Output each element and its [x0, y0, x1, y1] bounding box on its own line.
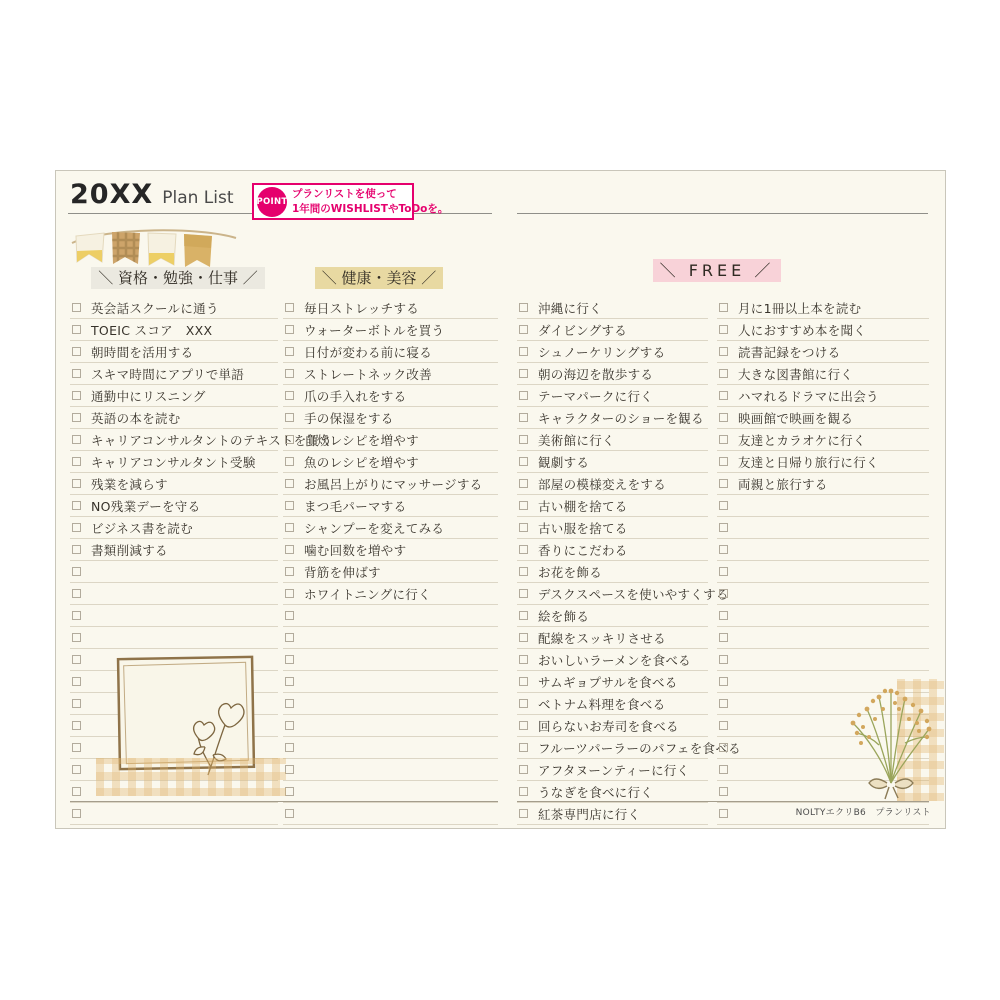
checkbox[interactable]: [519, 479, 528, 488]
checkbox[interactable]: [72, 611, 81, 620]
checkbox[interactable]: [519, 567, 528, 576]
list-item: [70, 583, 278, 605]
section-header-study: ＼ 資格・勉強・仕事 ／: [88, 267, 268, 288]
list-item: [717, 363, 929, 385]
list-item: [283, 495, 498, 517]
list-item-text: 自炊レシピを増やす: [304, 432, 419, 448]
list-item-text: ホワイトニングに行く: [304, 586, 431, 602]
list-item: [283, 715, 498, 737]
checkbox[interactable]: [719, 369, 728, 378]
checkbox[interactable]: [72, 567, 81, 576]
list-item-text: フルーツパーラーのパフェを食べる: [538, 740, 741, 756]
checkbox[interactable]: [719, 413, 728, 422]
checkbox[interactable]: [519, 413, 528, 422]
point-icon: POINT: [257, 187, 287, 217]
list-column-health: [283, 297, 498, 825]
header-rule-right: [517, 213, 928, 214]
footer-caption: NOLTYエクリB6 プランリスト: [795, 808, 931, 818]
checkbox[interactable]: [519, 765, 528, 774]
checkbox[interactable]: [285, 369, 294, 378]
list-item: [517, 561, 708, 583]
checkbox[interactable]: [285, 567, 294, 576]
checkbox[interactable]: [285, 523, 294, 532]
checkbox[interactable]: [719, 677, 728, 686]
checkbox[interactable]: [719, 545, 728, 554]
list-item-text: おいしいラーメンを食べる: [538, 652, 691, 668]
list-item-text: シャンプーを変えてみる: [304, 520, 445, 536]
list-item: [517, 385, 708, 407]
list-item: [717, 341, 929, 363]
checkbox[interactable]: [72, 435, 81, 444]
list-item: [517, 693, 708, 715]
checkbox[interactable]: [72, 391, 81, 400]
list-item: [717, 451, 929, 473]
list-item-text: NO残業デーを守る: [91, 498, 201, 514]
checkbox[interactable]: [72, 457, 81, 466]
checkbox[interactable]: [719, 435, 728, 444]
checkbox[interactable]: [72, 501, 81, 510]
list-item-text: 書類削減する: [91, 542, 168, 558]
list-item: [517, 429, 708, 451]
list-item-text: 古い棚を捨てる: [538, 498, 628, 514]
list-item: [283, 385, 498, 407]
list-item: [517, 583, 729, 605]
list-item: [517, 539, 708, 561]
checkbox[interactable]: [719, 809, 728, 818]
list-item-text: 大きな図書館に行く: [738, 366, 854, 382]
checkbox[interactable]: [719, 391, 728, 400]
list-item: [70, 539, 278, 561]
list-item-text: お風呂上がりにマッサージする: [304, 476, 483, 492]
list-item: [70, 561, 278, 583]
list-item: [717, 297, 929, 319]
list-item-text: 香りにこだわる: [538, 542, 628, 558]
point-badge-text: プランリストを使って 1年間のWISHLISTやToDoを。: [292, 187, 449, 215]
checkbox[interactable]: [719, 347, 728, 356]
checkbox[interactable]: [285, 347, 294, 356]
checkbox[interactable]: [519, 611, 528, 620]
list-item: [70, 605, 278, 627]
list-item: [283, 319, 498, 341]
list-item: [517, 473, 708, 495]
list-item: [717, 473, 929, 495]
list-item: [283, 671, 498, 693]
checkbox[interactable]: [519, 325, 528, 334]
list-item: [517, 627, 708, 649]
checkbox[interactable]: [72, 699, 81, 708]
list-item-text: お花を飾る: [538, 564, 603, 580]
list-item: [717, 517, 929, 539]
list-item: [283, 759, 498, 781]
list-column-free-left: [517, 297, 741, 825]
list-item-text: キャリアコンサルタント受験: [91, 454, 256, 470]
checkbox[interactable]: [519, 699, 528, 708]
flower-bouquet-icon: [833, 681, 947, 803]
list-item-text: まつ毛パーマする: [304, 498, 407, 514]
list-item: [70, 297, 278, 319]
list-item: [70, 385, 278, 407]
list-item: [717, 407, 929, 429]
list-item-text: 魚のレシピを増やす: [304, 454, 419, 470]
checkbox[interactable]: [285, 325, 294, 334]
list-item: [517, 495, 708, 517]
list-item-text: アフタヌーンティーに行く: [538, 762, 690, 778]
checkbox[interactable]: [519, 457, 528, 466]
list-item-text: ウォーターボトルを買う: [304, 322, 445, 338]
checkbox[interactable]: [72, 523, 81, 532]
checkbox[interactable]: [285, 435, 294, 444]
list-item-text: 紅茶専門店に行く: [538, 806, 641, 822]
list-item: [283, 649, 498, 671]
list-item: [283, 693, 498, 715]
list-item: [517, 319, 708, 341]
checkbox[interactable]: [72, 787, 81, 796]
list-item-text: 手の保湿をする: [304, 410, 394, 426]
checkbox[interactable]: [285, 655, 294, 664]
list-item-text: 爪の手入れをする: [304, 388, 407, 404]
list-item: [283, 583, 498, 605]
checkbox[interactable]: [285, 545, 294, 554]
list-item: [283, 517, 498, 539]
list-item: [517, 759, 708, 781]
checkbox[interactable]: [719, 567, 728, 576]
list-item: [283, 363, 498, 385]
checkbox[interactable]: [719, 325, 728, 334]
list-item: [517, 671, 708, 693]
list-item: [717, 319, 929, 341]
checkbox[interactable]: [285, 391, 294, 400]
list-item: [70, 341, 278, 363]
checkbox[interactable]: [285, 743, 294, 752]
page-year: 20XX: [70, 179, 154, 210]
list-item-text: 読書記録をつける: [738, 344, 841, 360]
list-item-text: キャリアコンサルタントのテキストを買う: [91, 432, 333, 448]
list-item: [283, 473, 498, 495]
list-item: [517, 781, 708, 803]
page-header: [70, 179, 234, 210]
list-item: [517, 517, 708, 539]
list-item: [283, 341, 498, 363]
list-item: [517, 803, 708, 825]
list-item: [70, 495, 278, 517]
checkbox[interactable]: [719, 589, 728, 598]
checkbox[interactable]: [519, 677, 528, 686]
checkbox[interactable]: [719, 633, 728, 642]
checkbox[interactable]: [285, 413, 294, 422]
checkbox[interactable]: [285, 303, 294, 312]
list-item: [70, 451, 278, 473]
gingham-tape-icon: [96, 758, 286, 796]
list-item-text: 英語の本を読む: [91, 410, 181, 426]
list-item: [283, 803, 498, 825]
list-item-text: シュノーケリングする: [538, 344, 666, 360]
list-item: [70, 473, 278, 495]
list-item-text: TOEIC スコア XXX: [91, 322, 213, 338]
list-item-text: デスクスペースを使いやすくする: [538, 586, 729, 602]
list-item-text: 通勤中にリスニング: [91, 388, 206, 404]
list-item: [517, 407, 708, 429]
list-item-text: 背筋を伸ばす: [304, 564, 381, 580]
checkbox[interactable]: [285, 677, 294, 686]
checkbox[interactable]: [72, 589, 81, 598]
list-item: [517, 297, 708, 319]
checkbox[interactable]: [519, 633, 528, 642]
list-item-text: 毎日ストレッチする: [304, 300, 420, 316]
checkbox[interactable]: [719, 303, 728, 312]
list-item: [283, 539, 498, 561]
checkbox[interactable]: [285, 611, 294, 620]
list-item-text: 回らないお寿司を食べる: [538, 718, 679, 734]
checkbox[interactable]: [519, 655, 528, 664]
list-item-text: 配線をスッキリさせる: [538, 630, 666, 646]
list-item-text: 絵を飾る: [538, 608, 590, 624]
list-item-text: 人におすすめ本を聞く: [738, 322, 867, 338]
list-item: [717, 583, 929, 605]
checkbox[interactable]: [72, 347, 81, 356]
list-item-text: ストレートネック改善: [304, 366, 432, 382]
list-item: [717, 429, 929, 451]
checkbox[interactable]: [72, 479, 81, 488]
list-item: [70, 517, 278, 539]
list-item: [517, 341, 708, 363]
checkbox[interactable]: [285, 479, 294, 488]
checkbox[interactable]: [719, 655, 728, 664]
list-item: [283, 627, 498, 649]
checkbox[interactable]: [72, 633, 81, 642]
checkbox[interactable]: [285, 721, 294, 730]
list-item: [70, 363, 278, 385]
checkbox[interactable]: [519, 787, 528, 796]
checkbox[interactable]: [519, 347, 528, 356]
checkbox[interactable]: [285, 589, 294, 598]
planner-spread: [55, 170, 946, 829]
list-item: [717, 539, 929, 561]
checkbox[interactable]: [719, 743, 728, 752]
list-item: [717, 495, 929, 517]
list-item: [283, 429, 498, 451]
list-item-text: スキマ時間にアプリで単語: [91, 366, 245, 382]
checkbox[interactable]: [719, 523, 728, 532]
checkbox[interactable]: [519, 391, 528, 400]
list-item: [70, 319, 278, 341]
checkbox[interactable]: [285, 501, 294, 510]
list-item-text: 朝の海辺を散歩する: [538, 366, 654, 382]
list-item-text: ハマれるドラマに出会う: [738, 388, 879, 404]
checkbox[interactable]: [519, 589, 528, 598]
bunting-garland-icon: [68, 219, 240, 271]
checkbox[interactable]: [285, 457, 294, 466]
checkbox[interactable]: [72, 545, 81, 554]
list-item: [283, 605, 498, 627]
list-item: [283, 737, 498, 759]
list-item-text: 部屋の模様変えをする: [538, 476, 667, 492]
checkbox[interactable]: [519, 743, 528, 752]
checkbox[interactable]: [719, 765, 728, 774]
checkbox[interactable]: [719, 479, 728, 488]
checkbox[interactable]: [285, 809, 294, 818]
list-item-text: 美術館に行く: [538, 432, 615, 448]
checkbox[interactable]: [72, 369, 81, 378]
list-item: [283, 297, 498, 319]
checkbox[interactable]: [519, 303, 528, 312]
list-item-text: 日付が変わる前に寝る: [304, 344, 433, 360]
checkbox[interactable]: [72, 743, 81, 752]
list-item: [717, 385, 929, 407]
checkbox[interactable]: [285, 699, 294, 708]
list-item: [70, 627, 278, 649]
list-item: [517, 451, 708, 473]
section-header-free: ＼ FREE ／: [637, 258, 797, 281]
list-item-text: 友達と日帰り旅行に行く: [738, 454, 879, 470]
list-item-text: 残業を減らす: [91, 476, 168, 492]
list-item-text: キャラクターのショーを観る: [538, 410, 704, 426]
list-item-text: うなぎを食べに行く: [538, 784, 654, 800]
list-item-text: 月に1冊以上本を読む: [738, 300, 862, 316]
list-item-text: サムギョプサルを食べる: [538, 674, 678, 690]
checkbox[interactable]: [72, 765, 81, 774]
checkbox[interactable]: [519, 809, 528, 818]
checkbox[interactable]: [72, 413, 81, 422]
list-item: [717, 605, 929, 627]
list-item: [517, 605, 708, 627]
checkbox[interactable]: [72, 655, 81, 664]
checkbox[interactable]: [72, 303, 81, 312]
list-bottom-rule-left: [70, 801, 498, 802]
list-item: [283, 561, 498, 583]
checkbox[interactable]: [719, 787, 728, 796]
list-item-text: ビジネス書を読む: [91, 520, 194, 536]
list-item-text: 英会話スクールに通う: [91, 300, 219, 316]
list-item: [717, 561, 929, 583]
list-item-text: ダイビングする: [538, 322, 628, 338]
list-item: [283, 407, 498, 429]
checkbox[interactable]: [519, 523, 528, 532]
list-item-text: ベトナム料理を食べる: [538, 696, 666, 712]
checkbox[interactable]: [719, 611, 728, 620]
checkbox[interactable]: [72, 325, 81, 334]
list-item-text: 噛む回数を増やす: [304, 542, 407, 558]
checkbox[interactable]: [285, 765, 294, 774]
checkbox[interactable]: [519, 435, 528, 444]
list-item: [517, 715, 708, 737]
checkbox[interactable]: [719, 501, 728, 510]
checkbox[interactable]: [72, 721, 81, 730]
checkbox[interactable]: [72, 809, 81, 818]
checkbox[interactable]: [719, 457, 728, 466]
list-item-text: 友達とカラオケに行く: [738, 432, 866, 448]
checkbox[interactable]: [285, 633, 294, 642]
list-item: [283, 451, 498, 473]
checkbox[interactable]: [719, 699, 728, 708]
list-item: [517, 737, 741, 759]
list-item-text: 沖縄に行く: [538, 300, 603, 316]
checkbox[interactable]: [285, 787, 294, 796]
section-header-health: ＼ 健康・美容 ／: [304, 267, 454, 288]
checkbox[interactable]: [72, 677, 81, 686]
list-item: [283, 781, 498, 803]
list-item: [517, 649, 708, 671]
list-item-text: 両親と旅行する: [738, 476, 828, 492]
list-item-text: 古い服を捨てる: [538, 520, 628, 536]
checkbox[interactable]: [519, 545, 528, 554]
list-item: [517, 363, 708, 385]
list-item-text: 朝時間を活用する: [91, 344, 194, 360]
list-item: [70, 429, 333, 451]
checkbox[interactable]: [719, 721, 728, 730]
page-title: Plan List: [162, 188, 234, 208]
checkbox[interactable]: [519, 369, 528, 378]
point-badge: [252, 183, 449, 220]
list-item-text: テーマパークに行く: [538, 388, 654, 404]
list-item: [717, 627, 929, 649]
checkbox[interactable]: [519, 501, 528, 510]
list-item: [70, 803, 278, 825]
list-item: [70, 407, 278, 429]
list-item: [717, 649, 929, 671]
checkbox[interactable]: [519, 721, 528, 730]
list-item-text: 映画館で映画を観る: [738, 410, 854, 426]
list-item-text: 観劇する: [538, 454, 590, 470]
